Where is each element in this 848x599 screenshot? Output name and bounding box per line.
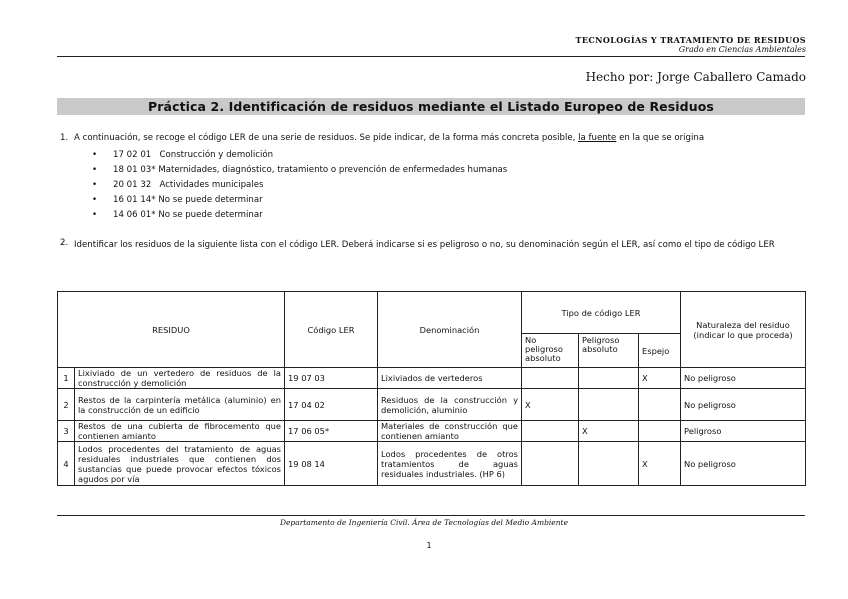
bullet-icon: • <box>92 195 98 205</box>
bullet-icon: • <box>92 165 98 175</box>
header-title: TECNOLOGÍAS Y TRATAMIENTO DE RESIDUOS <box>575 35 806 45</box>
table-row: 4 Lodos procedentes del tratamiento de aguas residuales industriales que contienen dos sustancias que puede provocar efectos tóxicos agudos por vía 19 08 14 Lodos procedentes de otros tratamientos de aguas residuales industriales. (HP 6) X No peligroso <box>58 442 806 486</box>
header-tipo: Tipo de código LER <box>522 292 681 334</box>
header-denominacion: Denominación <box>378 292 522 368</box>
question-1-text: A continuación, se recoge el código LER de una serie de residuos. Se pide indicar, de la forma más concreta posible, la fuente en la que se origina <box>74 133 705 143</box>
header-peligroso: Peligroso absoluto <box>579 334 639 368</box>
bullet-icon: • <box>92 210 98 220</box>
table-row: 3 Restos de una cubierta de fibrocemento que contienen amianto 17 06 05* Materiales de construcción que contienen amianto X Peligroso <box>58 421 806 442</box>
header-residuo: RESIDUO <box>58 292 285 368</box>
footer-department: Departamento de Ingeniería Civil. Área de Tecnologías del Medio Ambiente <box>279 518 569 527</box>
header-espejo: Espejo <box>639 334 681 368</box>
bullet-icon: • <box>92 180 98 190</box>
header-divider <box>57 56 805 57</box>
page-number: 1 <box>426 541 432 550</box>
header-no-peligroso: No peligroso absoluto <box>522 334 579 368</box>
practice-title: Práctica 2. Identificación de residuos mediante el Listado Europeo de Residuos <box>57 98 805 115</box>
footer-divider <box>57 515 805 516</box>
question-1-number: 1. <box>60 133 69 143</box>
header-naturaleza: Naturaleza del residuo (indicar lo que proceda) <box>681 292 806 368</box>
question-2-text: Identificar los residuos de la siguiente lista con el código LER. Deberá indicarse si es peligroso o no, su denominación según el LER, así como el tipo de código LER <box>74 240 775 250</box>
header-codigo: Código LER <box>285 292 378 368</box>
question-1-underlined: la fuente <box>578 133 617 143</box>
author-line: Hecho por: Jorge Caballero Camado <box>585 70 806 84</box>
table-row: 1 Lixiviado de un vertedero de residuos de la construcción y demolición 19 07 03 Lixiviados de vertederos X No peligroso <box>58 368 806 389</box>
bullet-icon: • <box>92 150 98 160</box>
ler-table <box>57 291 806 486</box>
table-row: 2 Restos de la carpintería metálica (aluminio) en la construcción de un edificio 17 04 02 Residuos de la construcción y demolición, aluminio X No peligroso <box>58 389 806 421</box>
question-2-number: 2. <box>60 238 69 248</box>
header-subtitle: Grado en Ciencias Ambientales <box>678 45 806 54</box>
